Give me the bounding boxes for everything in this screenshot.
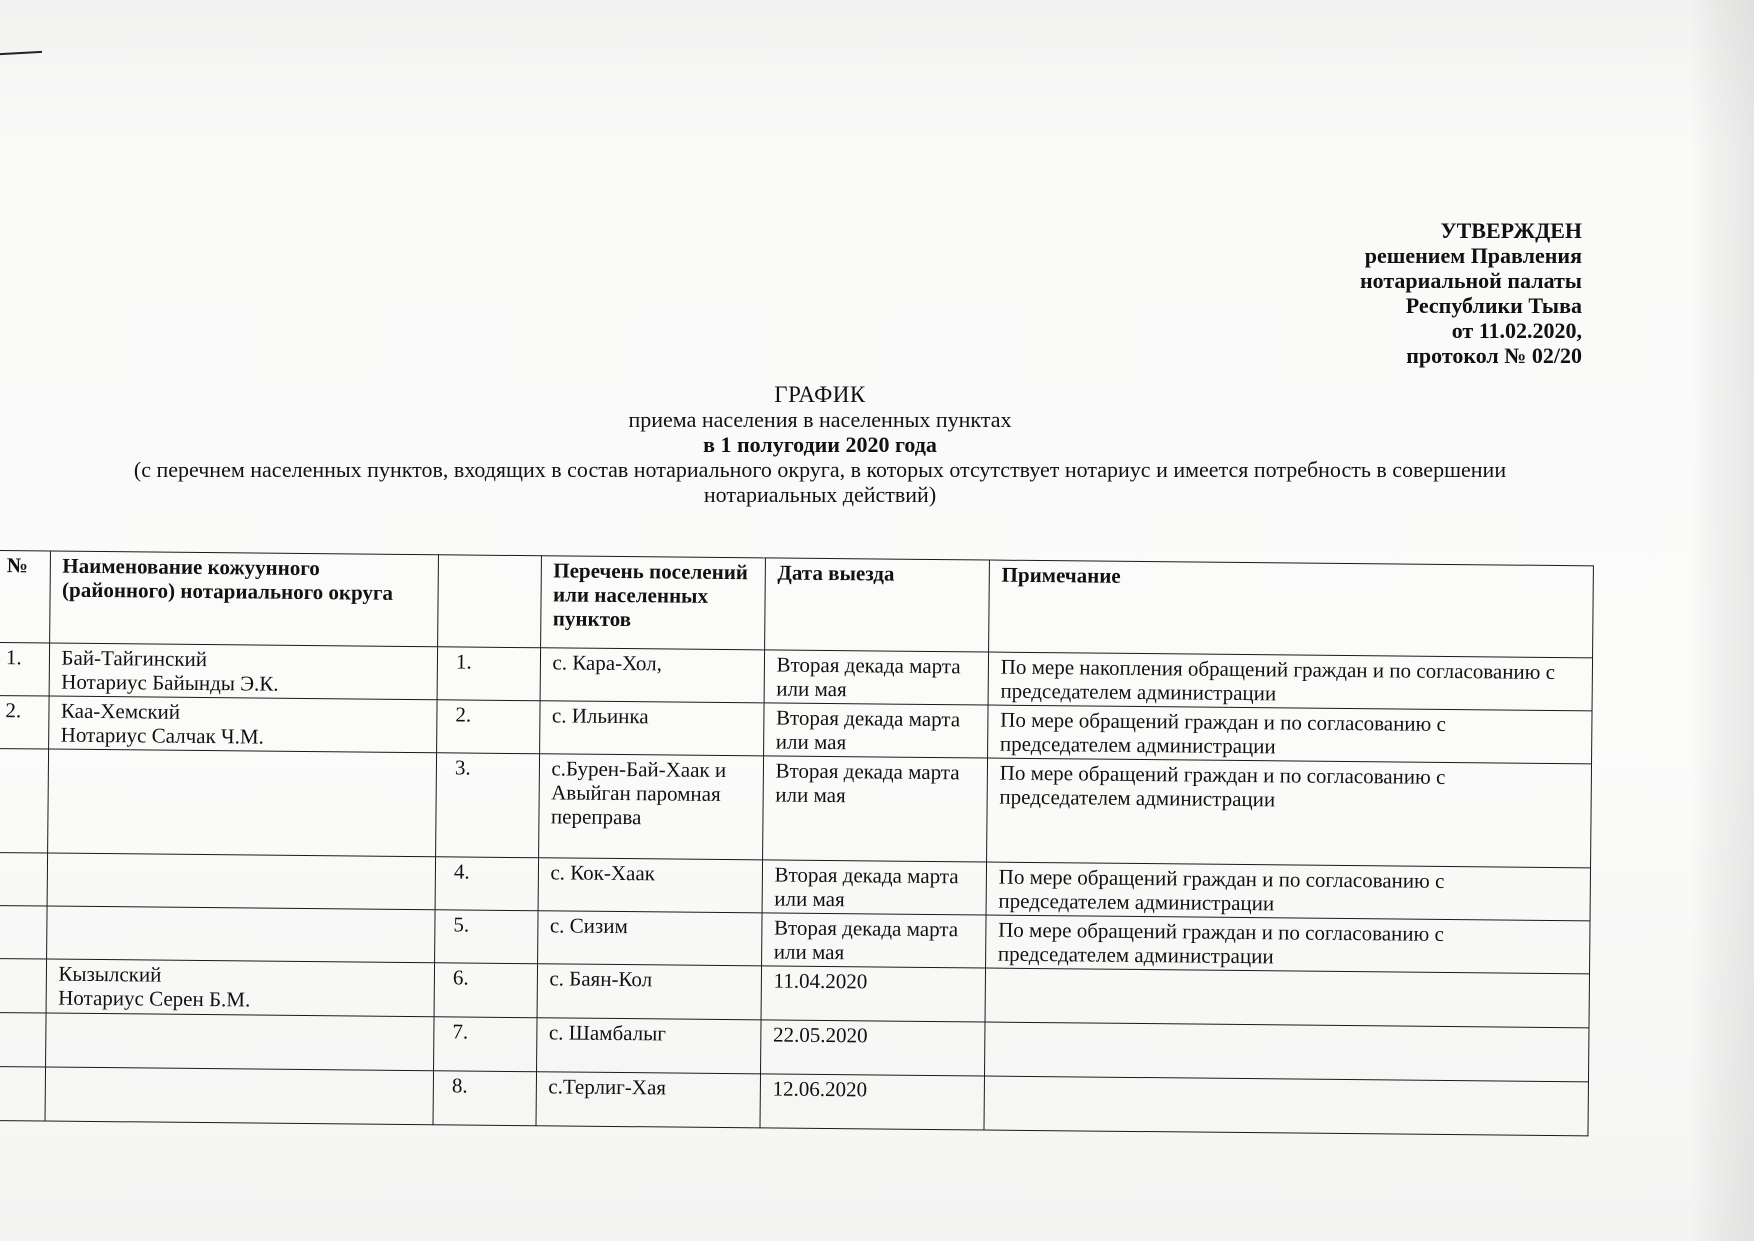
row-note: По мере обращений граждан и по согласованию с председателем администрации: [985, 915, 1590, 974]
row-no: [0, 852, 47, 906]
row-date: Вторая декада марта или мая: [762, 756, 987, 862]
notary-name: [58, 1016, 422, 1019]
row-no: [0, 905, 47, 959]
district-name: [59, 909, 423, 912]
row-place: с. Кок-Хаак: [538, 858, 763, 913]
district-name: Кызылский: [58, 961, 162, 987]
row-date: Вторая декада марта или мая: [762, 860, 987, 915]
document-period: в 1 полугодии 2020 года: [703, 432, 937, 457]
notary-name: Нотариус Байынды Э.К.: [61, 669, 279, 696]
row-note: По мере обращений граждан и по согласованию с председателем администрации: [986, 758, 1591, 868]
row-place-number: 7.: [434, 1017, 537, 1072]
row-note: [985, 968, 1590, 1028]
table-row: [0, 748, 1592, 867]
row-place: с. Ильинка: [539, 701, 764, 756]
row-note: По мере обращений граждан и по согласованию с председателем администрации: [987, 705, 1592, 764]
row-date: 22.05.2020: [760, 1020, 985, 1076]
district-name: [60, 856, 424, 859]
notary-name: [58, 1070, 422, 1073]
header-note: Примечание: [988, 560, 1593, 658]
row-place: с. Кара-Хол,: [540, 648, 765, 703]
row-place-number: 3.: [436, 753, 539, 858]
table-header-row: [0, 551, 1593, 658]
row-district: [49, 643, 438, 700]
row-no: [0, 1012, 46, 1067]
header-places: Перечень поселений или населенных пунктов: [540, 556, 765, 650]
row-place-number: 5.: [435, 910, 538, 964]
document-heading: [80, 382, 1560, 507]
notary-name: [60, 856, 424, 859]
approval-line-5: от 11.02.2020,: [1451, 318, 1582, 343]
row-note: По мере накопления обращений граждан и по согласованию с председателем администрации: [988, 652, 1593, 711]
row-no: [0, 1066, 45, 1121]
district-name: [58, 1016, 422, 1019]
row-place: с. Баян-Кол: [537, 964, 762, 1020]
row-place: с. Шамбалыг: [536, 1018, 761, 1074]
row-place-number: 8.: [433, 1071, 536, 1126]
row-place-number: 2.: [437, 700, 540, 754]
notary-name: Нотариус Салчак Ч.М.: [60, 722, 264, 749]
row-district: [46, 959, 435, 1017]
scan-shadow-edge: [1690, 0, 1754, 1241]
row-date: 12.06.2020: [760, 1074, 985, 1130]
row-place: с.Бурен-Бай-Хаак и Авыйган паромная переправа: [538, 754, 763, 860]
row-date: Вторая декада марта или мая: [763, 703, 988, 758]
row-place-number: 6.: [434, 963, 537, 1018]
row-note: [984, 1076, 1589, 1136]
row-district: [47, 749, 437, 857]
approval-line-1: УТВЕРЖДЕН: [1440, 218, 1582, 243]
row-note: [984, 1022, 1589, 1082]
header-district: Наименование кожуунного (районного) нотариального округа: [49, 551, 438, 647]
row-place: с.Терлиг-Хая: [535, 1072, 760, 1128]
row-no: [0, 958, 46, 1013]
row-district: [48, 696, 437, 753]
row-place: с. Сизим: [537, 911, 762, 966]
row-note: По мере обращений граждан и по согласованию с председателем администрации: [986, 862, 1591, 921]
approval-line-3: нотариальной палаты: [1359, 268, 1582, 293]
document-title: ГРАФИК: [774, 382, 866, 407]
header-date: Дата выезда: [764, 558, 989, 652]
row-no: 1.: [0, 643, 49, 697]
notary-name: Нотариус Серен Б.М.: [58, 985, 251, 1012]
approval-line-4: Республики Тыва: [1405, 293, 1582, 318]
district-name: Каа-Хемский: [60, 698, 181, 724]
row-district: [45, 1013, 434, 1071]
header-num: [438, 555, 541, 648]
document-subtitle: приема населения в населенных пунктах: [628, 407, 1012, 432]
row-date: Вторая декада марта или мая: [764, 650, 989, 705]
row-date: 11.04.2020: [761, 966, 986, 1022]
approval-line-6: протокол № 02/20: [1406, 343, 1582, 368]
scan-artifact-line: [0, 51, 42, 55]
row-district: [46, 906, 435, 963]
district-name: [58, 1070, 422, 1073]
row-district: [47, 853, 436, 910]
header-no: №: [0, 551, 50, 644]
district-name: Бай-Тайгинский: [61, 645, 208, 672]
schedule-table: [0, 550, 1594, 1136]
row-no: 2.: [0, 695, 49, 749]
approval-line-2: решением Правления: [1364, 243, 1582, 268]
district-name: [61, 752, 425, 755]
row-district: [45, 1067, 434, 1125]
row-place-number: 1.: [437, 647, 540, 701]
approval-stamp-block: [1162, 218, 1582, 368]
notary-name: [61, 752, 425, 755]
row-date: Вторая декада марта или мая: [761, 913, 986, 968]
row-place-number: 4.: [435, 857, 538, 911]
row-no: [0, 748, 48, 853]
document-note: (с перечнем населенных пунктов, входящих в состав нотариального округа, в которых отсутствует нотариус и имеется потребность в совершении нотариальных действий): [133, 457, 1507, 507]
notary-name: [59, 909, 423, 912]
